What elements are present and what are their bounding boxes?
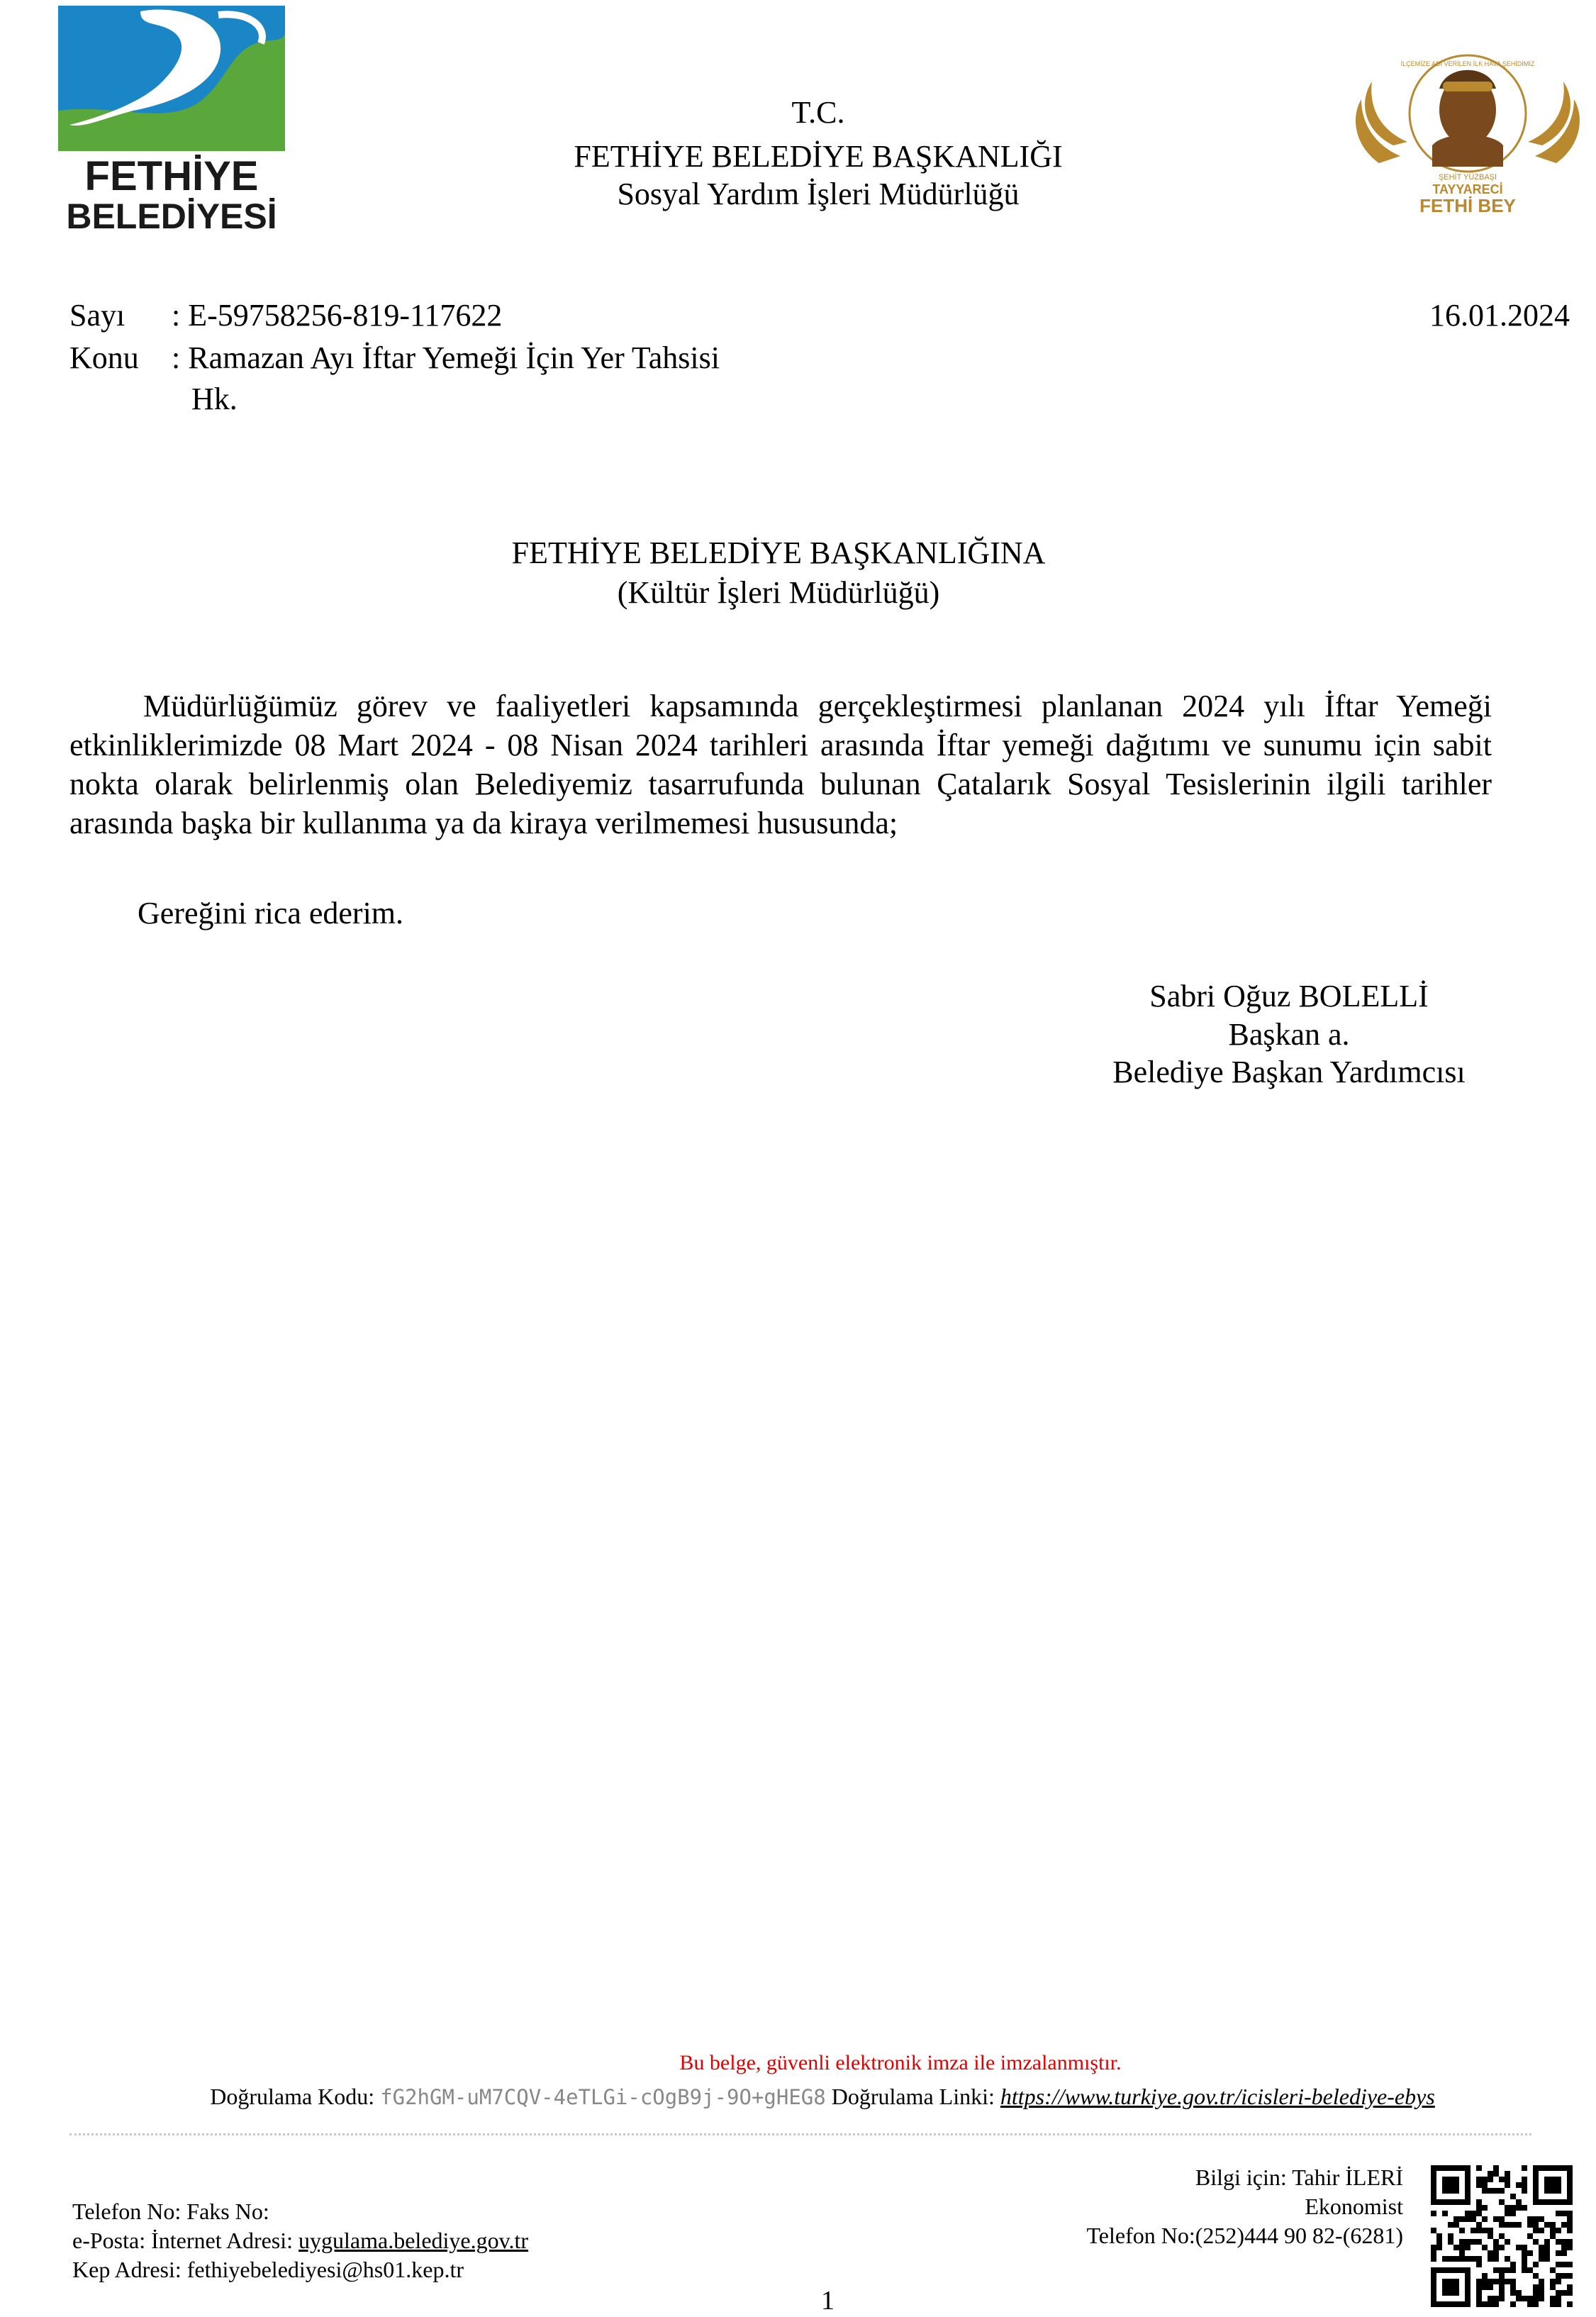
closing-line: Gereğini rica ederim. — [138, 896, 404, 930]
info-contact-title: Ekonomist — [1305, 2194, 1403, 2219]
email-website-label: e-Posta: İnternet Adresi: — [72, 2228, 294, 2253]
logo-text-fethiye: FETHİYE — [84, 153, 259, 199]
footer-divider — [69, 2133, 1531, 2135]
signatory-title: Başkan a. — [1228, 1017, 1350, 1052]
header-institution: FETHİYE BELEDİYE BAŞKANLIĞI — [574, 139, 1063, 174]
fethiye-belediyesi-logo — [55, 4, 288, 233]
signatory-name: Sabri Oğuz BOLELLİ — [1149, 979, 1429, 1013]
email-website-line — [72, 2226, 528, 2255]
addressee-sub: (Kültür İşleri Müdürlüğü) — [617, 575, 940, 610]
page-number: 1 — [821, 2286, 835, 2316]
qr-finder-top-right — [1533, 2165, 1573, 2205]
verification-line — [210, 2084, 1435, 2110]
verification-link-label: Doğrulama Linki: — [831, 2084, 995, 2109]
document-date: 16.01.2024 — [1429, 298, 1570, 333]
emblem-text-fethi-bey: FETHİ BEY — [1419, 195, 1516, 216]
header-department: Sosyal Yardım İşleri Müdürlüğü — [617, 177, 1020, 211]
sayi-label: Sayı — [69, 298, 125, 333]
telephone-fax: Telefon No: Faks No: — [72, 2199, 269, 2224]
verification-code: fG2hGM-uM7CQV-4eTLGi-cOgB9j-9O+gHEG8 — [380, 2085, 826, 2109]
fethi-bey-emblem — [1351, 39, 1585, 216]
konu-value-continuation: Hk. — [191, 382, 238, 416]
sayi-value: : E-59758256-819-117622 — [172, 298, 503, 333]
verification-link[interactable]: https://www.turkiye.gov.tr/icisleri-belediye-ebys — [1000, 2084, 1435, 2109]
verification-code-label: Doğrulama Kodu: — [210, 2084, 375, 2109]
konu-label: Konu — [69, 340, 139, 375]
contact-info — [1086, 2163, 1403, 2250]
signatory-role: Belediye Başkan Yardımcısı — [1112, 1055, 1466, 1089]
emblem-goggles — [1443, 82, 1492, 91]
qr-code[interactable] — [1431, 2162, 1573, 2311]
info-contact-person: Bilgi için: Tahir İLERİ — [1195, 2165, 1403, 2190]
body-paragraph: Müdürlüğümüz görev ve faaliyetleri kapsamında gerçekleştirmesi planlanan 2024 yılı İftar Yemeği etkinliklerimizde 08 Mart 2024 - 08 Nisan 2024 tarihleri arasında İftar yemeği dağıtımı ve sunumu için sabit nokta olarak belirlenmiş olan Belediyemiz tasarrufunda bulunan Çatalarık Sosyal Tesislerinin ilgili tarihler arasında başka bir kullanıma ya da kiraya verilmemesi hususunda; — [69, 689, 1492, 840]
emblem-text-sehit: ŞEHİT YÜZBAŞI — [1438, 173, 1497, 182]
konu-value: : Ramazan Ayı İftar Yemeği İçin Yer Tahsisi — [172, 340, 720, 375]
emblem-shoulders — [1432, 135, 1503, 167]
kep-address: Kep Adresi: fethiyebelediyesi@hs01.kep.tr — [72, 2257, 464, 2282]
e-signature-note: Bu belge, güvenli elektronik imza ile imzalanmıştır. — [679, 2051, 1122, 2074]
qr-finder-bottom-left — [1431, 2267, 1471, 2307]
info-contact-phone: Telefon No:(252)444 90 82-(6281) — [1086, 2223, 1403, 2248]
logo-text-belediyesi: BELEDİYESİ — [66, 196, 277, 233]
qr-finder-top-left — [1431, 2165, 1471, 2205]
emblem-text-tayyareci: TAYYARECİ — [1432, 182, 1503, 196]
emblem-arc-text: İLÇEMİZE ADI VERİLEN İLK HAVA ŞEHİDİMİZ — [1400, 60, 1535, 67]
website-link[interactable]: uygulama.belediye.gov.tr — [298, 2228, 529, 2253]
header-tc: T.C. — [791, 95, 845, 130]
addressee: FETHİYE BELEDİYE BAŞKANLIĞINA — [511, 535, 1046, 570]
